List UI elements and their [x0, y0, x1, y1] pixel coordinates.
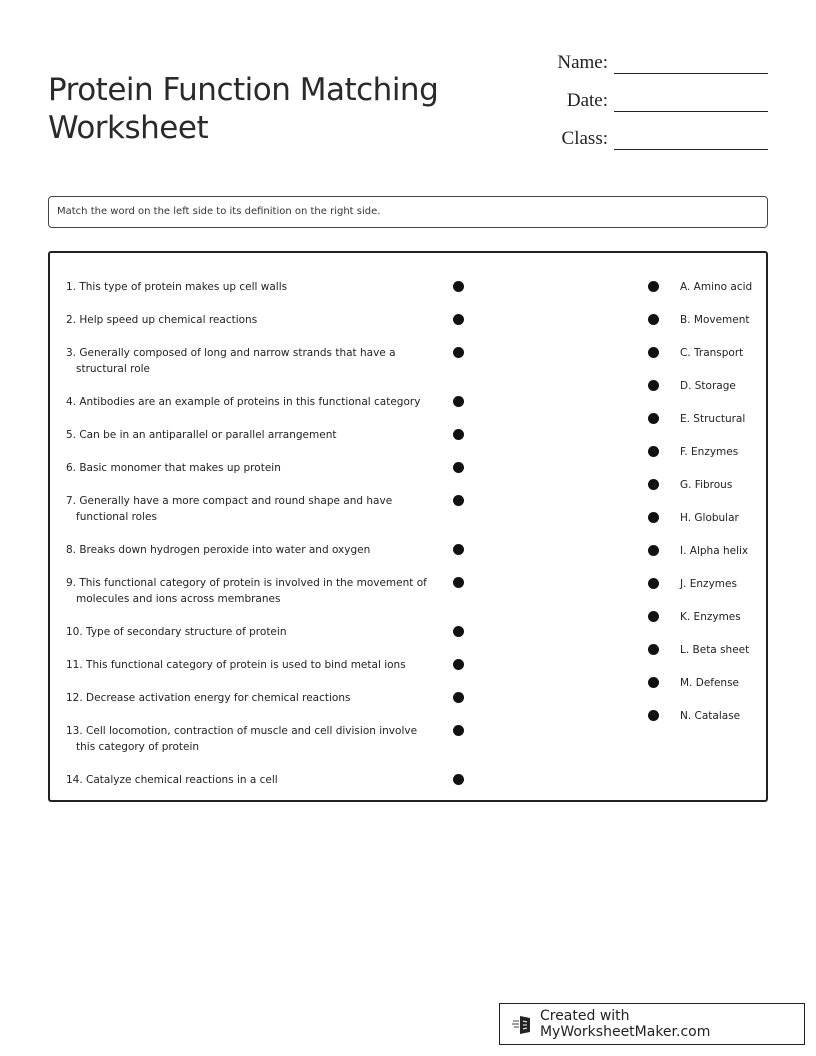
answer-item-text: G. Fibrous [680, 479, 733, 491]
question-item-text: 2. Help speed up chemical reactions [66, 314, 258, 326]
match-dot-icon[interactable] [648, 413, 659, 424]
answer-item-text: I. Alpha helix [680, 545, 749, 557]
question-item [66, 394, 466, 410]
match-dot-icon[interactable] [648, 446, 659, 457]
footer-text: Created with MyWorksheetMaker.com [539, 1008, 711, 1040]
match-dot-icon[interactable] [648, 380, 659, 391]
answer-item [648, 411, 758, 427]
question-item [66, 657, 466, 673]
question-item-text: 3. Generally composed of long and narrow strands that have a structural role [66, 347, 396, 375]
match-dot-icon[interactable] [453, 577, 464, 588]
answer-item-text: K. Enzymes [680, 611, 741, 623]
question-item-text: 7. Generally have a more compact and round shape and have functional roles [66, 495, 393, 523]
question-item-text: 11. This functional category of protein is used to bind metal ions [66, 659, 406, 671]
page-title: Protein Function Matching Worksheet [48, 71, 439, 146]
answer-item-text: H. Globular [680, 512, 739, 524]
match-dot-icon[interactable] [648, 545, 659, 556]
question-item-text: 9. This functional category of protein is involved in the movement of molecules and ions across membranes [66, 577, 427, 605]
match-dot-icon[interactable] [648, 644, 659, 655]
question-item [66, 542, 466, 558]
answer-item [648, 345, 758, 361]
question-item-text: 6. Basic monomer that makes up protein [66, 462, 281, 474]
match-dot-icon[interactable] [453, 429, 464, 440]
answer-item-text: N. Catalase [680, 710, 741, 722]
question-item-text: 13. Cell locomotion, contraction of muscle and cell division involve this category of protein [66, 725, 418, 753]
answer-item-text: B. Movement [680, 314, 750, 326]
match-dot-icon[interactable] [648, 512, 659, 523]
question-item-text: 1. This type of protein makes up cell walls [66, 281, 288, 293]
question-item [66, 460, 466, 476]
match-dot-icon[interactable] [453, 692, 464, 703]
class-input-line[interactable] [614, 131, 768, 150]
answer-item-text: D. Storage [680, 380, 736, 392]
match-dot-icon[interactable] [453, 774, 464, 785]
match-dot-icon[interactable] [648, 479, 659, 490]
answer-item-text: J. Enzymes [680, 578, 737, 590]
class-label: Class: [561, 128, 608, 149]
question-item-text: 14. Catalyze chemical reactions in a cell [66, 774, 278, 786]
match-dot-icon[interactable] [648, 611, 659, 622]
answer-item [648, 708, 758, 724]
question-item-text: 12. Decrease activation energy for chemical reactions [66, 692, 351, 704]
name-field [557, 52, 768, 74]
match-dot-icon[interactable] [453, 495, 464, 506]
question-item [66, 624, 466, 640]
questions-list [66, 279, 466, 805]
match-dot-icon[interactable] [453, 659, 464, 670]
answer-item [648, 378, 758, 394]
matching-box [48, 251, 768, 802]
answer-item [648, 444, 758, 460]
question-item [66, 427, 466, 443]
answer-item [648, 477, 758, 493]
answer-item [648, 576, 758, 592]
answer-item-text: E. Structural [680, 413, 746, 425]
match-dot-icon[interactable] [648, 314, 659, 325]
question-item [66, 723, 466, 755]
match-dot-icon[interactable] [453, 396, 464, 407]
match-dot-icon[interactable] [453, 725, 464, 736]
question-item-text: 4. Antibodies are an example of proteins in this functional category [66, 396, 421, 408]
question-item-text: 5. Can be in an antiparallel or parallel arrangement [66, 429, 337, 441]
answer-item-text: L. Beta sheet [680, 644, 750, 656]
instructions: Match the word on the left side to its definition on the right side. [48, 196, 768, 228]
date-field [567, 90, 768, 112]
answer-item-text: M. Defense [680, 677, 740, 689]
question-item [66, 772, 466, 788]
answer-item-text: F. Enzymes [680, 446, 739, 458]
answer-item [648, 609, 758, 625]
match-dot-icon[interactable] [648, 578, 659, 589]
answer-item [648, 312, 758, 328]
question-item [66, 690, 466, 706]
question-item [66, 575, 466, 607]
answer-item [648, 510, 758, 526]
match-dot-icon[interactable] [453, 314, 464, 325]
class-field [562, 128, 768, 150]
question-item-text: 8. Breaks down hydrogen peroxide into water and oxygen [66, 544, 371, 556]
question-item [66, 279, 466, 295]
answer-item [648, 675, 758, 691]
match-dot-icon[interactable] [453, 281, 464, 292]
name-label: Name: [557, 52, 608, 73]
date-label: Date: [566, 90, 608, 111]
answer-item-text: A. Amino acid [680, 281, 753, 293]
footer-badge[interactable] [499, 1003, 805, 1045]
match-dot-icon[interactable] [648, 710, 659, 721]
match-dot-icon[interactable] [453, 544, 464, 555]
worksheet-logo-icon [512, 1013, 534, 1035]
match-dot-icon[interactable] [648, 677, 659, 688]
question-item-text: 10. Type of secondary structure of protein [66, 626, 287, 638]
match-dot-icon[interactable] [453, 462, 464, 473]
date-input-line[interactable] [614, 93, 768, 112]
question-item [66, 345, 466, 377]
answer-item [648, 543, 758, 559]
match-dot-icon[interactable] [648, 281, 659, 292]
name-input-line[interactable] [614, 55, 768, 74]
question-item [66, 312, 466, 328]
answer-item [648, 642, 758, 658]
question-item [66, 493, 466, 525]
match-dot-icon[interactable] [648, 347, 659, 358]
match-dot-icon[interactable] [453, 347, 464, 358]
answer-item-text: C. Transport [680, 347, 744, 359]
answers-list [648, 279, 758, 741]
match-dot-icon[interactable] [453, 626, 464, 637]
answer-item [648, 279, 758, 295]
